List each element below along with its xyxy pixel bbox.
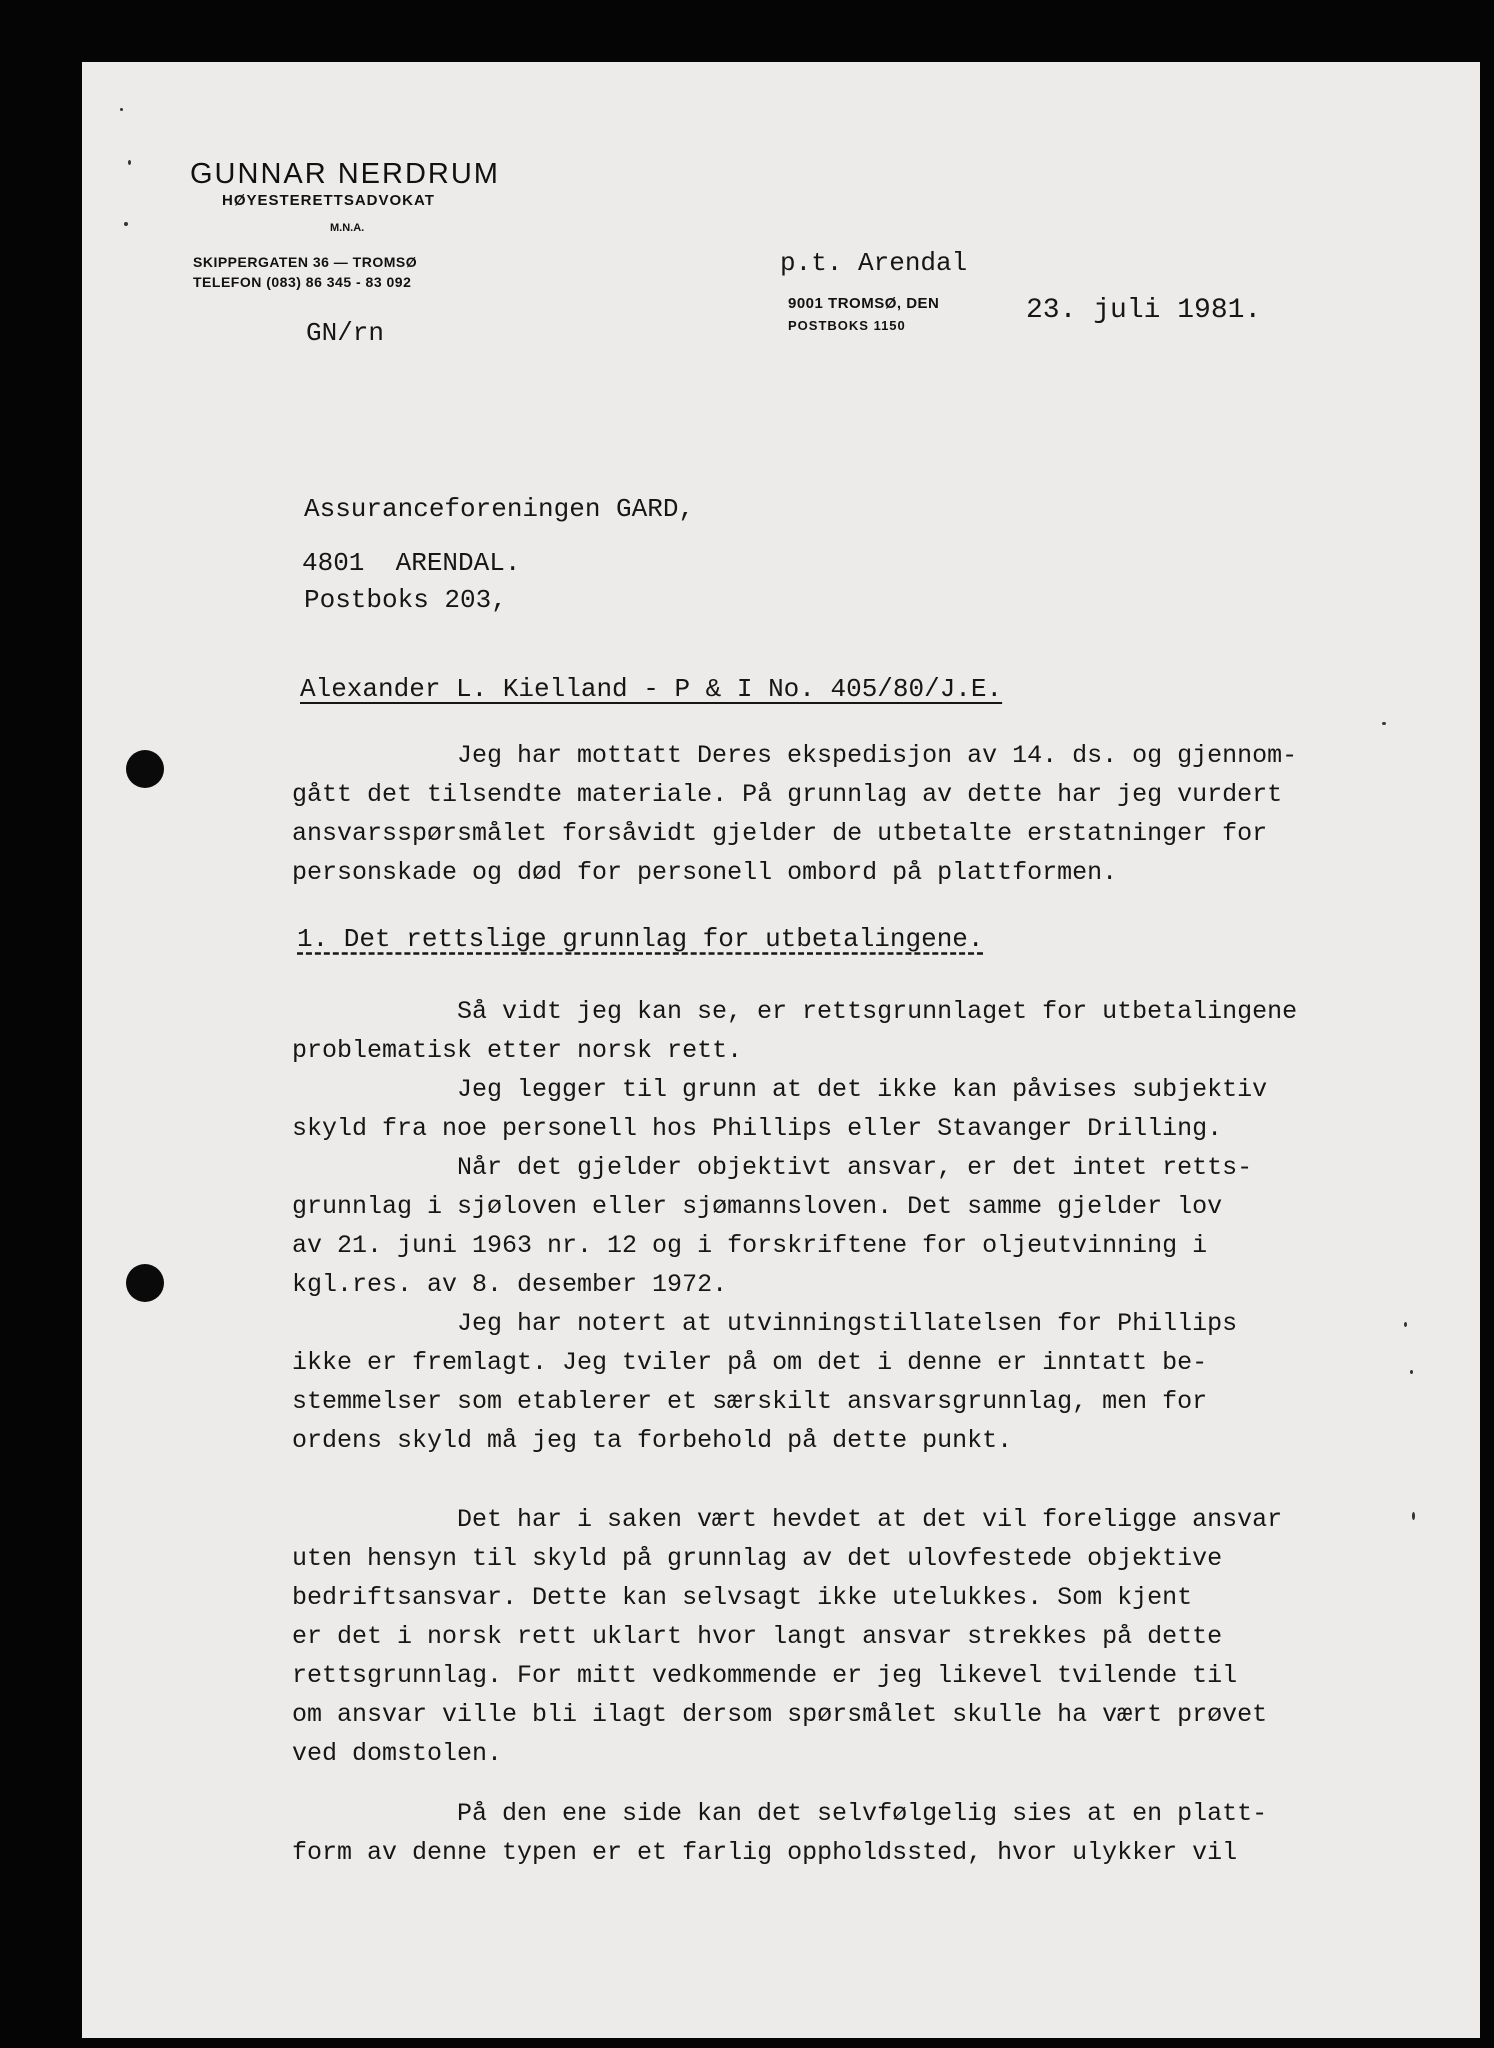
text-line: Jeg har notert at utvinningstillatelsen for Phillips [457,1309,1238,1338]
section-heading: 1. Det rettslige grunnlag for utbetalingene. [297,924,984,954]
scan-speck [124,222,128,226]
text-line: gått det tilsendte materiale. På grunnlag av dette har jeg vurdert [292,780,1283,809]
punch-hole-bottom [126,1264,164,1302]
recipient-name: Assuranceforeningen GARD, [304,494,695,524]
text-line: form av denne typen er et farlig oppholdssted, hvor ulykker vil [292,1838,1238,1867]
text-line: ikke er fremlagt. Jeg tviler på om det i denne er inntatt be- [292,1348,1208,1377]
scan-speck [1404,1322,1407,1327]
text-line: skyld fra noe personell hos Phillips eller Stavanger Drilling. [292,1114,1223,1143]
letter-date: 23. juli 1981. [1026,295,1262,326]
letter-subject: Alexander L. Kielland - P & I No. 405/80/J.E. [300,674,1003,704]
scan-speck [128,160,131,165]
text-line: problematisk etter norsk rett. [292,1036,743,1065]
intro-paragraph [292,736,1422,892]
text-line: personskade og død for personell ombord på plattformen. [292,858,1118,887]
text-line: Jeg har mottatt Deres ekspedisjon av 14. ds. og gjennom- [457,741,1298,770]
letterhead-title: HØYESTERETTSADVOKAT [222,192,435,209]
recipient-postbox: Postboks 203, [304,585,507,615]
text-line: ordens skyld må jeg ta forbehold på dette punkt. [292,1426,1013,1455]
text-line: er det i norsk rett uklart hvor langt ansvar strekkes på dette [292,1622,1223,1651]
text-line: av 21. juni 1963 nr. 12 og i forskriftene for oljeutvinning i [292,1231,1208,1260]
recipient-city: 4801 ARENDAL. [302,548,521,578]
section2-paragraph [292,1500,1422,1773]
text-line: Så vidt jeg kan se, er rettsgrunnlaget for utbetalingene [457,997,1298,1026]
text-line: bedriftsansvar. Dette kan selvsagt ikke utelukkes. Som kjent [292,1583,1193,1612]
letterhead-phone: TELEFON (083) 86 345 - 83 092 [193,274,412,290]
text-line: På den ene side kan det selvfølgelig sies at en platt- [457,1799,1268,1828]
text-line: stemmelser som etablerer et særskilt ansvarsgrunnlag, men for [292,1387,1208,1416]
letter-reference: GN/rn [306,318,385,348]
text-line: grunnlag i sjøloven eller sjømannsloven. Det samme gjelder lov [292,1192,1223,1221]
scan-speck [1410,1370,1413,1374]
text-line: ansvarsspørsmålet forsåvidt gjelder de utbetalte erstatninger for [292,819,1268,848]
section1-paragraphs [292,992,1422,1460]
letterhead-name: GUNNAR NERDRUM [190,158,500,190]
text-line: ved domstolen. [292,1739,503,1768]
scan-speck [1382,722,1386,725]
punch-hole-top [126,750,164,788]
text-line: rettsgrunnlag. For mitt vedkommende er jeg likevel tvilende til [292,1661,1238,1690]
text-line: Når det gjelder objektivt ansvar, er det intet retts- [457,1153,1253,1182]
letterhead-postbox: POSTBOKS 1150 [788,318,906,333]
scan-speck [120,108,123,111]
text-line: kgl.res. av 8. desember 1972. [292,1270,728,1299]
letterhead-city-line: 9001 TROMSØ, DEN [788,295,940,312]
section3-paragraph [292,1794,1422,1872]
letterhead-address: SKIPPERGATEN 36 — TROMSØ [193,254,418,270]
text-line: om ansvar ville bli ilagt dersom spørsmålet skulle ha vært prøvet [292,1700,1268,1729]
scan-speck [1412,1512,1415,1520]
text-line: uten hensyn til skyld på grunnlag av det ulovfestede objektive [292,1544,1223,1573]
letterhead-mna: M.N.A. [330,222,365,234]
letter-location: p.t. Arendal [780,248,968,278]
text-line: Jeg legger til grunn at det ikke kan påvises subjektiv [457,1075,1268,1104]
text-line: Det har i saken vært hevdet at det vil foreligge ansvar [457,1505,1283,1534]
